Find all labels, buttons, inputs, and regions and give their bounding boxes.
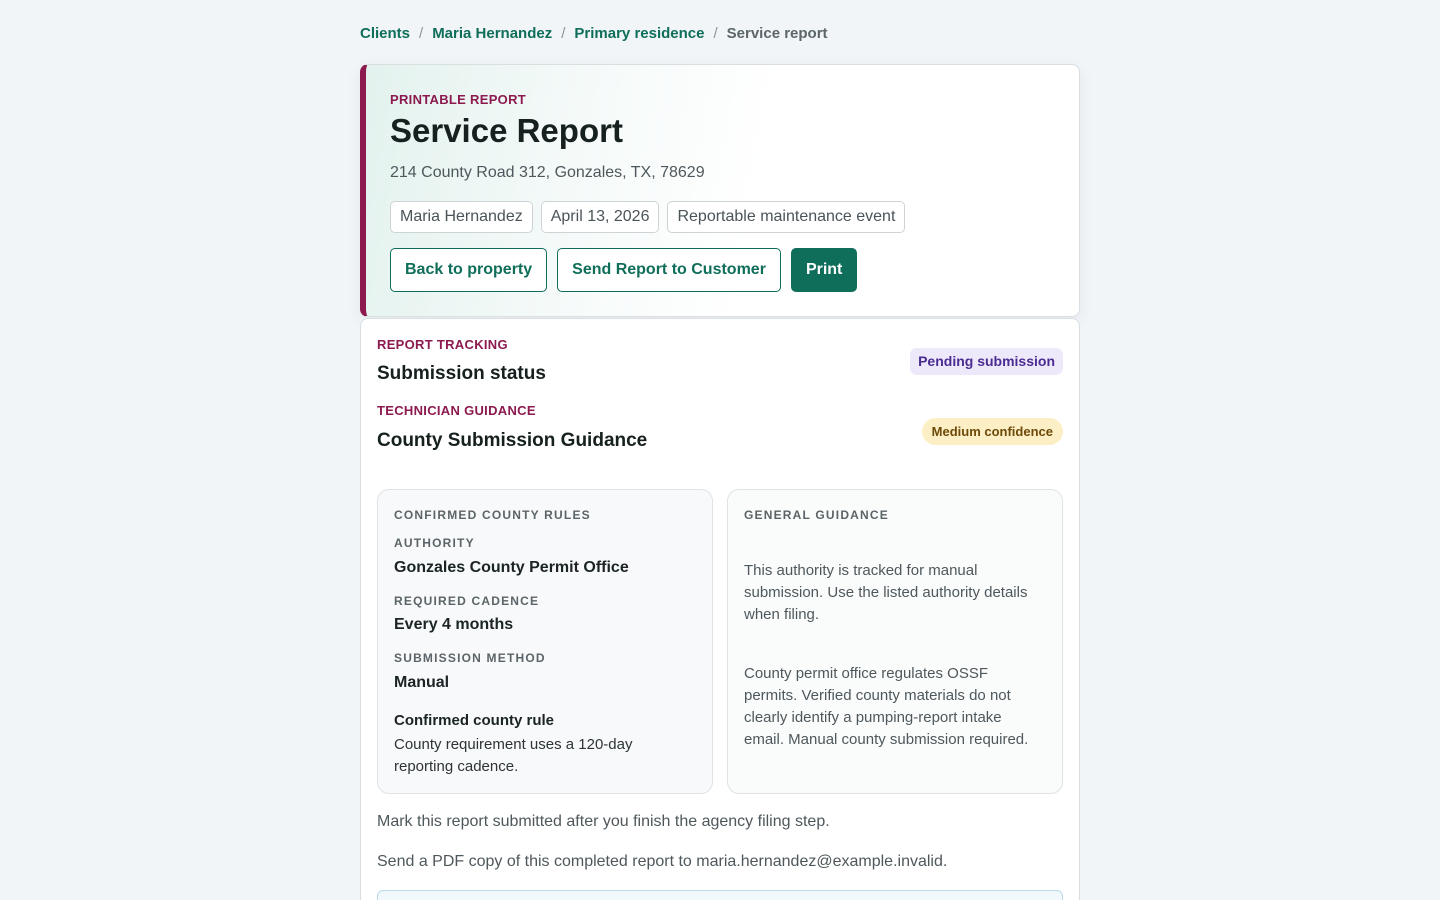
method-value: Manual [394, 674, 450, 691]
breadcrumb-separator: / [713, 25, 718, 42]
breadcrumb-clients[interactable]: Clients [360, 25, 411, 42]
report-header-card [360, 64, 1080, 317]
confirmed-rule-text: County requirement uses a 120-day reporting cadence. [394, 736, 633, 775]
send-pdf-hint: Send a PDF copy of this completed report to maria.hernandez@example.invalid. [377, 853, 948, 870]
header-eyebrow: PRINTABLE REPORT [390, 92, 527, 107]
header-actions [390, 248, 857, 292]
event-type-chip: Reportable maintenance event [667, 201, 905, 233]
guidance-title: County Submission Guidance [377, 430, 648, 451]
back-to-property-button[interactable]: Back to property [390, 248, 547, 292]
breadcrumb [360, 25, 828, 42]
general-guidance-panel [727, 489, 1063, 794]
breadcrumb-property[interactable]: Primary residence [574, 25, 705, 42]
report-meta-chips [390, 201, 905, 233]
cadence-value: Every 4 months [394, 616, 514, 633]
send-report-button[interactable]: Send Report to Customer [557, 248, 781, 292]
confirmed-rules-heading: CONFIRMED COUNTY RULES [394, 508, 591, 522]
tracking-eyebrow: REPORT TRACKING [377, 337, 508, 352]
breadcrumb-separator: / [561, 25, 566, 42]
general-guidance-paragraph: County permit office regulates OSSF permits. Verified county materials do not clearly identify a pumping-report intake email. Manual county submission required. [744, 665, 1029, 748]
method-label: SUBMISSION METHOD [394, 651, 546, 665]
service-date-chip: April 13, 2026 [541, 201, 660, 233]
mark-submitted-hint: Mark this report submitted after you finish the agency filing step. [377, 813, 830, 830]
confirmed-rule-title: Confirmed county rule [394, 712, 555, 729]
breadcrumb-client-name[interactable]: Maria Hernandez [432, 25, 553, 42]
confidence-badge: Medium confidence [922, 418, 1063, 445]
breadcrumb-separator: / [419, 25, 424, 42]
guidance-eyebrow: TECHNICIAN GUIDANCE [377, 403, 536, 418]
breadcrumb-current: Service report [726, 25, 828, 42]
confirmed-rules-panel [377, 489, 713, 794]
general-guidance-heading: GENERAL GUIDANCE [744, 508, 889, 522]
page-title: Service Report [390, 112, 623, 149]
report-tracking-card [360, 318, 1080, 900]
info-box [377, 890, 1063, 900]
submission-status-title: Submission status [377, 363, 546, 384]
status-badge: Pending submission [910, 348, 1063, 375]
general-guidance-paragraph: This authority is tracked for manual submission. Use the listed authority details when filing. [744, 562, 1028, 623]
authority-value: Gonzales County Permit Office [394, 559, 629, 576]
client-name-chip: Maria Hernandez [390, 201, 533, 233]
authority-label: AUTHORITY [394, 536, 475, 550]
property-address: 214 County Road 312, Gonzales, TX, 78629 [390, 164, 705, 181]
print-button[interactable]: Print [791, 248, 857, 292]
cadence-label: REQUIRED CADENCE [394, 594, 540, 608]
